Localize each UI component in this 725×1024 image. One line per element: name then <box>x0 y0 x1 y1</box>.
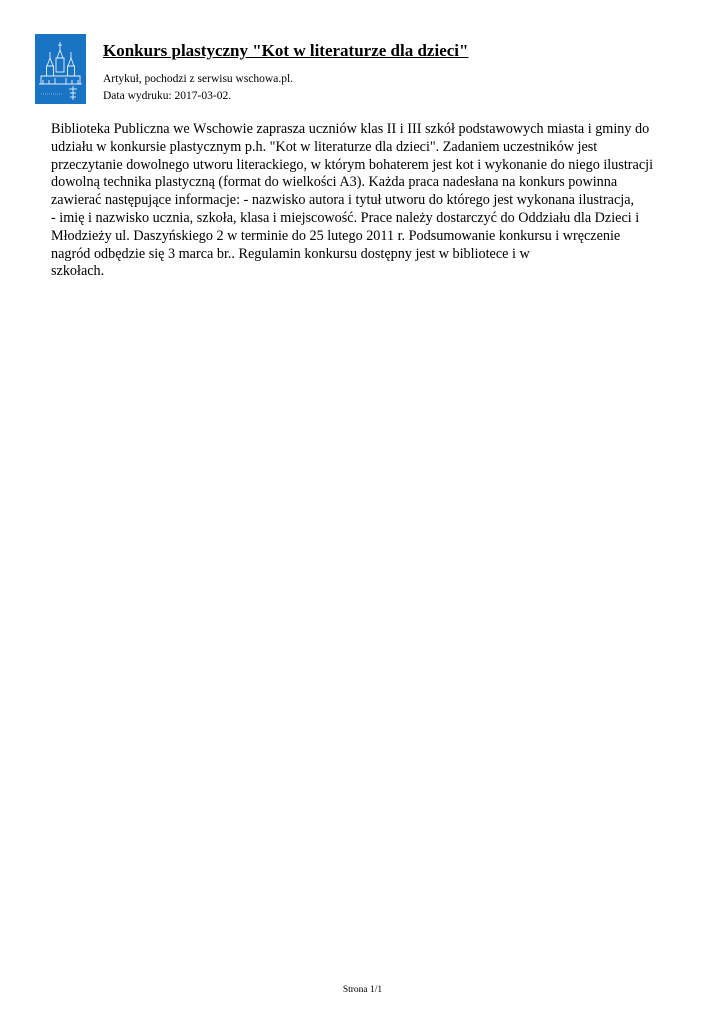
article-line: udziału w konkursie plastycznym p.h. "Kot w literaturze dla dzieci". Zadaniem uczestników jest <box>51 138 598 155</box>
article-line: Biblioteka Publiczna we Wschowie zaprasza uczniów klas II i III szkół podstawowych miasta i gminy do <box>51 121 650 137</box>
article-meta <box>103 71 293 105</box>
source-line: Artykuł, pochodzi z serwisu wschowa.pl. <box>103 73 294 85</box>
print-date-line: Data wydruku: 2017-03-02. <box>103 90 232 102</box>
article-body <box>51 121 681 281</box>
article-line: przeczytanie dowolnego utworu literackiego, w którym bohaterem jest kot i wykonanie do niego ilustracji <box>51 156 654 173</box>
page-number: Strona 1/1 <box>342 985 383 995</box>
article-title: Konkurs plastyczny "Kot w literaturze dla dzieci" <box>103 41 469 60</box>
article-line: szkołach. <box>51 263 105 280</box>
article-line: Młodzieży ul. Daszyńskiego 2 w terminie do 25 lutego 2011 r. Podsumowanie konkursu i wręczenie <box>51 227 621 244</box>
article-line: zawierać następujące informacje: - nazwisko autora i tytuł utworu do którego jest wykonana ilustracja, <box>51 192 635 209</box>
article-line: dowolną technika plastyczną (format do wielkości A3). Każda praca nadesłana na konkurs powinna <box>51 174 618 191</box>
wschowa-logo-icon <box>35 34 86 104</box>
article-line: nagród odbędzie się 3 marca br.. Regulamin konkursu dostępny jest w bibliotece i w <box>51 245 530 262</box>
article-line: - imię i nazwisko ucznia, szkoła, klasa i miejscowość. Prace należy dostarczyć do Oddziału dla Dzieci i <box>51 209 640 226</box>
